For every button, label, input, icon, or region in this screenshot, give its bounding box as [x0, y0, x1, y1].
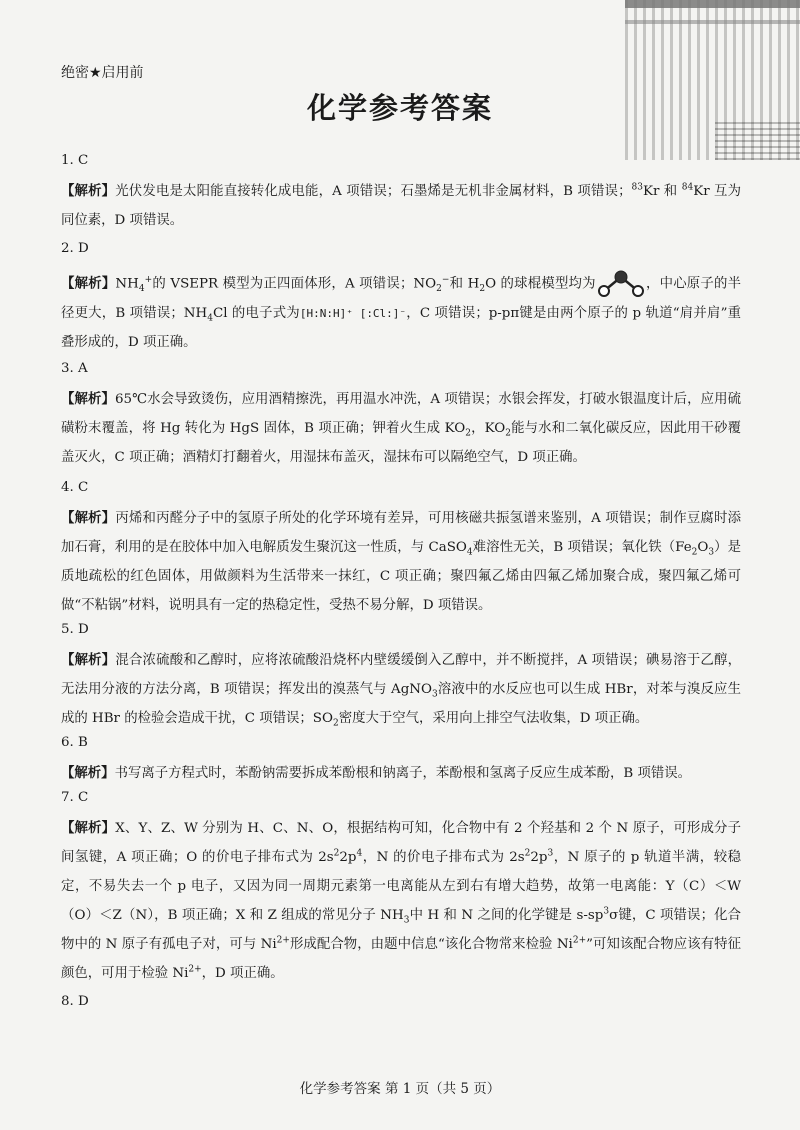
- explanation-tag: 【解析】: [61, 183, 116, 199]
- explanation-tag: 【解析】: [61, 275, 116, 292]
- ball-and-stick-model-icon: [596, 269, 646, 299]
- question-number: 8. D: [61, 994, 89, 1009]
- electron-formula: [H:N:H]⁺ [:Cl:]⁻: [299, 307, 407, 320]
- question-number: 3. A: [61, 361, 88, 376]
- confidential-label: 绝密★启用前: [61, 65, 144, 81]
- explanation: 【解析】混合浓硫酸和乙醇时，应将浓硫酸沿烧杯内壁缓缓倒入乙醇中，并不断搅拌，A 项错误；碘易溶于乙醇，无法用分液的方法分离，B 项错误；挥发出的溴蒸气与 AgNO$_3$溶液中的水反应也可以生成 HBr，对苯与溴反应生成的 HBr 的检验会造成干扰，C 项错误；$SO_2$密度大于空气，采用向上排空气法收集，D 项正确。: [61, 652, 741, 729]
- explanation: 【解析】书写离子方程式时，苯酚钠需要拆成苯酚根和钠离子，苯酚根和氢离子反应生成苯酚，B 项错误。: [61, 765, 692, 781]
- question-number: 6. B: [61, 735, 88, 750]
- answers-body: [61, 151, 741, 1018]
- question-number: 7. C: [61, 790, 89, 805]
- explanation: 【解析】X、Y、Z、W 分别为 H、C、N、O，根据结构可知，化合物中有 2 个羟基和 2 个 N 原子，可形成分子间氢键，A 项正确；O 的价电子排布式为 $2s^22p^4$，N 的价电子排布式为 $2s^22p^3$，N 原子的 p 轨道半满，较稳定，不易失去一个 p 电子，又因为同一周期元素第一电离能从左到右有增大趋势，故第一电离能：Y（C）＜W（O）＜Z（N），B 项正确；X 和 Z 组成的常见分子 $NH_3$中 H 和 N 之间的化学键是 $s-sp^3\sigma$键，C 项错误；化合物中的 N 原子有孤电子对，可与 $Ni^{2+}$形成配合物，由题中信息“该化合物常来检验 $Ni^{2+}$”可知该配合物应该有特征颜色，可用于检验 $Ni^{2+}$，D 项正确。: [61, 820, 742, 981]
- question-number: 4. C: [61, 480, 89, 495]
- explanation-tag: 【解析】: [61, 820, 116, 836]
- page-footer: 化学参考答案 第 1 页（共 5 页）: [299, 1081, 501, 1097]
- explanation-tag: 【解析】: [61, 765, 115, 781]
- explanation-tag: 【解析】: [61, 652, 116, 668]
- explanation: 【解析】光伏发电是太阳能直接转化成电能，A 项错误；石墨烯是无机非金属材料，B 项错误；$^{83}$Kr 和 $^{84}$Kr 互为同位素，D 项错误。: [61, 182, 741, 228]
- explanation-tag: 【解析】: [61, 391, 115, 407]
- explanation-tag: 【解析】: [61, 510, 116, 526]
- explanation: 【解析】丙烯和丙醛分子中的氢原子所处的化学环境有差异，可用核磁共振氢谱来鉴别，A 项错误；制作豆腐时添加石膏，利用的是在胶体中加入电解质发生聚沉这一性质，与 CaSO$_4$难溶性无关，B 项错误；氧化铁$(Fe_2O_3)$是质地疏松的红色固体，用做颜料为生活带来一抹红，C 项正确；聚四氟乙烯由四氟乙烯加聚合成，聚四氟乙烯可做“不粘锅”材料，说明具有一定的热稳定性，受热不易分解，D 项错误。: [61, 510, 741, 613]
- question-number: 1. C: [61, 153, 89, 168]
- question-number: 2. D: [61, 241, 89, 256]
- explanation: 【解析】65℃水会导致烫伤，应用酒精擦洗，再用温水冲洗，A 项错误；水银会挥发，打破水银温度计后，应用硫磺粉末覆盖，将 Hg 转化为 HgS 固体，B 项正确；钾着火生成 $KO_2$，$KO_2$能与水和二氧化碳反应，因此用干砂覆盖灭火，C 项正确；酒精灯打翻着火，用湿抹布盖灭，湿抹布可以隔绝空气，D 项正确。: [61, 391, 741, 465]
- question-number: 5. D: [61, 622, 89, 637]
- explanation: 【解析】$NH_4^+$的 VSEPR 模型为正四面体形，A 项错误；$NO_2^-$和 $H_2O$ 的球棍模型均为 ，中心原子的半径更大，B 项错误；$NH_4Cl$ 的电子式为[H:N:H]⁺ [:Cl:]⁻，C 项错误；p-pπ键是由两个原子的 p 轨道“肩并肩”重叠形成的，D 项正确。: [61, 269, 741, 357]
- page-title: 化学参考答案: [306, 91, 493, 125]
